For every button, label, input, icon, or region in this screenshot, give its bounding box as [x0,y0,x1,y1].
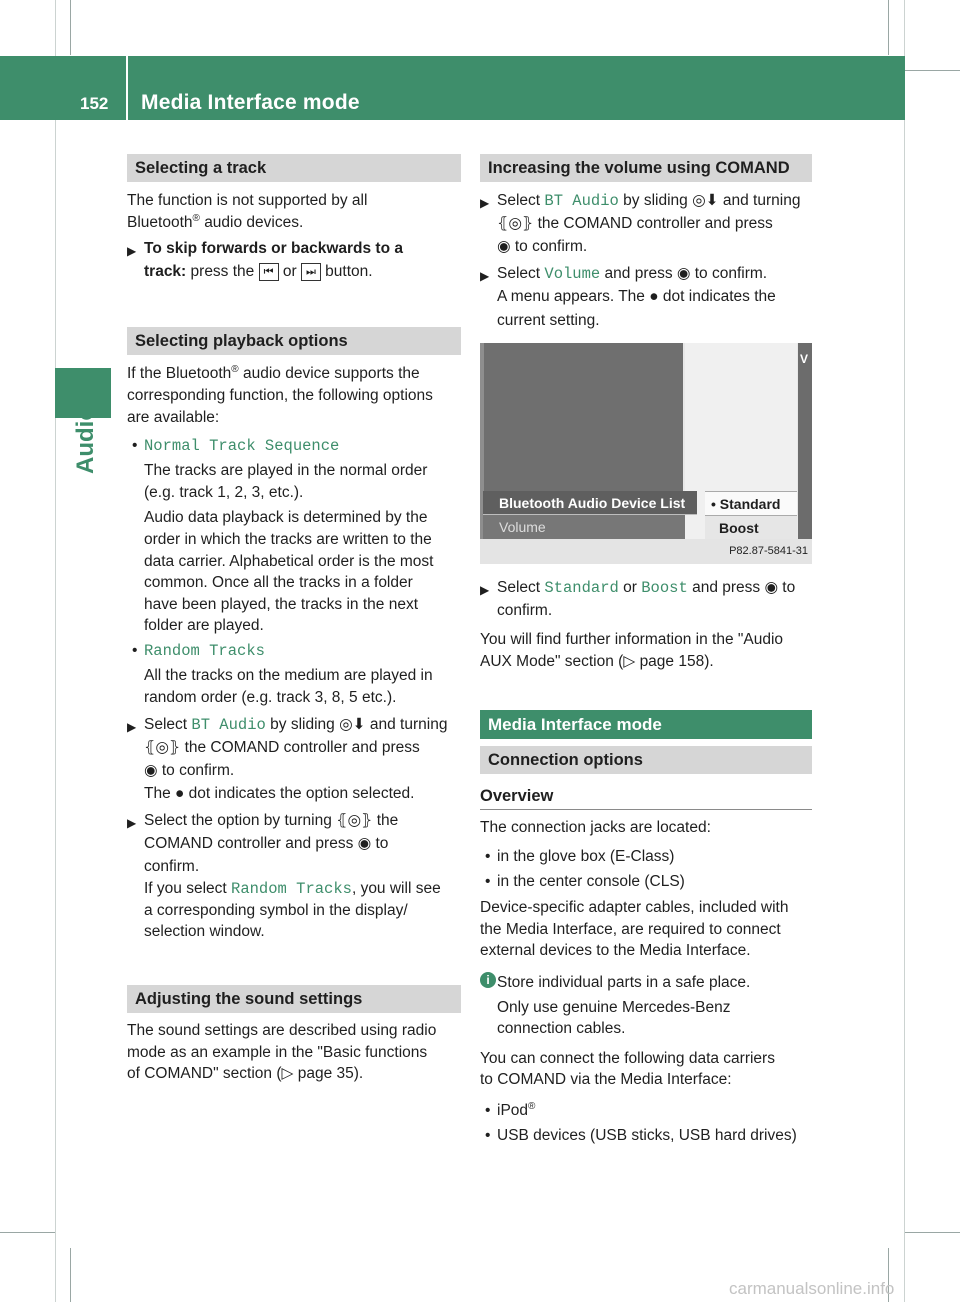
page-title: Media Interface mode [141,91,360,114]
paragraph: are available: [127,409,220,426]
step-text: ⦃◎⦄ the COMAND controller and press [497,215,773,232]
step-text: selection window. [144,923,265,940]
step-text: Select Standard or Boost and press ◉ to [497,579,796,597]
step-arrow-icon: ▶ [127,720,137,734]
chapter-label: Audio [72,406,99,474]
bullet: • [485,873,491,890]
note-text: Store individual parts in a safe place. [497,974,751,991]
header-divider [126,56,128,120]
paragraph: mode as an example in the "Basic functions [127,1044,428,1061]
step-text: ◉ to confirm. [144,762,235,779]
menu-item-device-list: Bluetooth Audio Device List [483,491,697,515]
section-heading: Selecting a track [127,154,461,182]
option-name: Normal Track Sequence [144,437,340,455]
paragraph: If the Bluetooth® audio device supports the [127,363,420,382]
paragraph: to COMAND via the Media Interface: [480,1071,732,1088]
step-arrow-icon: ▶ [480,196,490,210]
info-icon: i [480,972,496,988]
image-code: P82.87-5841-31 [480,539,812,564]
step-text: confirm. [144,858,200,875]
section-heading: Connection options [480,746,812,774]
step-arrow-icon: ▶ [127,244,137,258]
page-number: 152 [80,94,109,113]
paragraph: order in which the tracks are written to the [144,531,432,548]
section-heading: Adjusting the sound settings [127,985,461,1013]
bullet: • [485,848,491,865]
subsection-heading: Overview [480,785,812,810]
bullet: • [132,437,138,454]
paragraph: folder are played. [144,617,264,634]
step-text: confirm. [497,602,553,619]
step-text: current setting. [497,312,600,329]
list-item: in the glove box (E-Class) [497,848,675,865]
screen-edge [798,343,812,539]
paragraph: data carrier. Alphabetical order is the most [144,553,434,570]
step-text: a corresponding symbol in the display/ [144,902,408,919]
paragraph: The function is not supported by all [127,192,368,209]
step-text: To skip forwards or backwards to a [144,240,403,257]
option-standard: • Standard [705,491,797,515]
step-text: A menu appears. The ● dot indicates the [497,288,776,305]
step-text: ⦃◎⦄ the COMAND controller and press [144,739,420,756]
paragraph: The sound settings are described using radio [127,1022,437,1039]
section-heading: Increasing the volume using COMAND [480,154,812,182]
step-text: COMAND controller and press ◉ to [144,835,389,852]
previous-track-icon: ⏮ [259,263,279,281]
paragraph: All the tracks on the medium are played in [144,667,433,684]
list-item: USB devices (USB sticks, USB hard drives) [497,1127,797,1144]
paragraph: common. Once all the tracks in a folder [144,574,413,591]
paragraph: the Media Interface, are required to connect [480,921,781,938]
note-text: connection cables. [497,1020,626,1037]
option-name: Random Tracks [144,642,265,660]
step-text: The ● dot indicates the option selected. [144,785,415,802]
screen-glyph: V [800,352,809,366]
info-note [480,969,812,1039]
paragraph: external devices to the Media Interface. [480,942,751,959]
paragraph: AUX Mode" section (▷ page 158). [480,653,714,670]
paragraph: Device-specific adapter cables, included with [480,899,789,916]
bullet: • [485,1127,491,1144]
step-text: Select BT Audio by sliding ◎⬇ and turning [144,716,448,734]
step-text: Select BT Audio by sliding ◎⬇ and turning [497,192,801,210]
list-item: iPod® [497,1100,536,1119]
step-arrow-icon: ▶ [480,269,490,283]
list-item: in the center console (CLS) [497,873,685,890]
paragraph: You will find further information in the "Audio [480,631,784,648]
step-text: If you select Random Tracks, you will see [144,880,441,898]
chapter-heading: Media Interface mode [480,710,812,739]
paragraph: Audio data playback is determined by the [144,509,428,526]
paragraph: (e.g. track 1, 2, 3, etc.). [144,484,304,501]
paragraph: have been played, the tracks in the next [144,596,419,613]
note-text: Only use genuine Mercedes-Benz [497,999,731,1016]
header-bar [0,56,905,120]
option-boost: Boost [705,515,797,539]
paragraph: The connection jacks are located: [480,819,711,836]
paragraph: corresponding function, the following options [127,387,433,404]
step-arrow-icon: ▶ [127,816,137,830]
display-screenshot [480,343,812,564]
step-text: Select the option by turning ⦃◎⦄ the [144,812,399,829]
paragraph: You can connect the following data carriers [480,1050,775,1067]
menu-item-volume: Volume [483,515,685,539]
paragraph: Bluetooth® audio devices. [127,212,304,231]
step-arrow-icon: ▶ [480,583,490,597]
step-text: ◉ to confirm. [497,238,588,255]
paragraph: of COMAND" section (▷ page 35). [127,1065,364,1082]
bullet: • [485,1102,491,1119]
bullet: • [132,642,138,659]
step-text: Select Volume and press ◉ to confirm. [497,265,768,283]
step-text: track: press the ⏮ or ⏭ button. [144,263,373,280]
watermark: carmanualsonline.info [729,1279,895,1298]
section-heading: Selecting playback options [127,327,461,355]
next-track-icon: ⏭ [301,263,321,281]
paragraph: The tracks are played in the normal order [144,462,428,479]
paragraph: random order (e.g. track 3, 8, 5 etc.). [144,689,397,706]
